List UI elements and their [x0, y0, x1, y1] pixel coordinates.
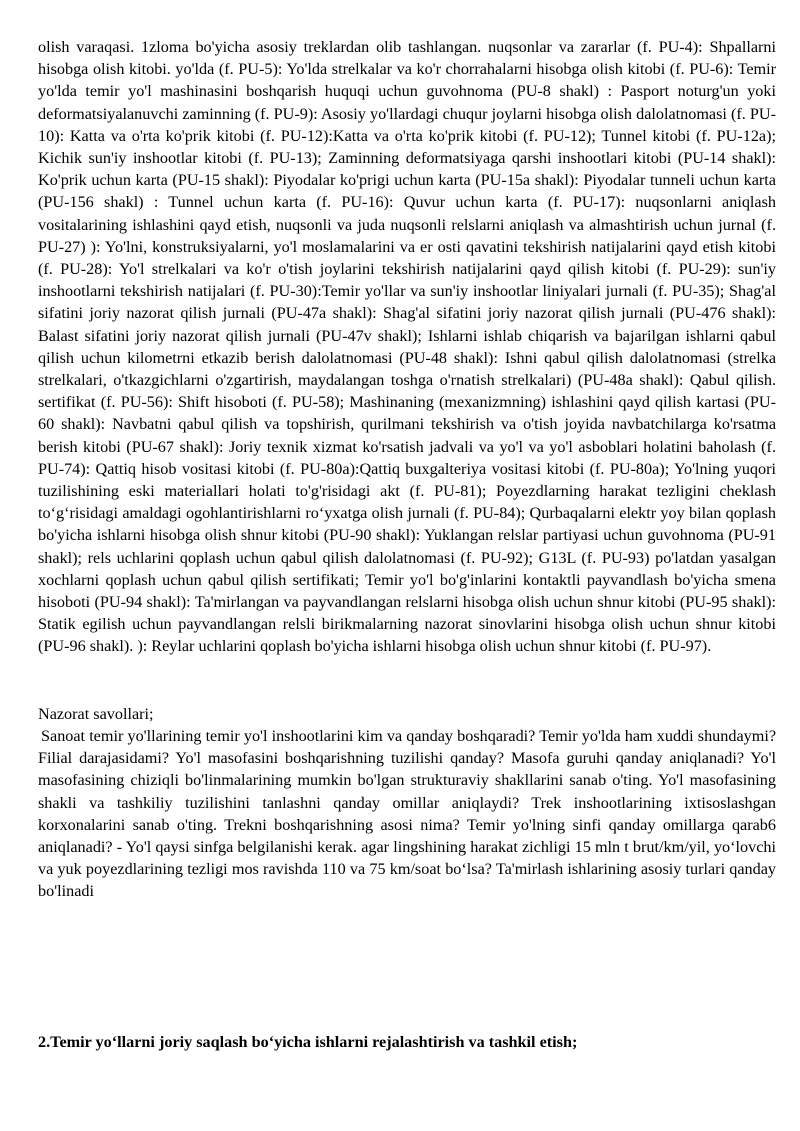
control-questions-heading: Nazorat savollari;: [38, 704, 154, 723]
paragraph-spacer: [38, 658, 776, 703]
control-questions-paragraph: Sanoat temir yo'llarining temir yo'l inshootlarini kim va qanday boshqaradi? Temir yo'lda ham xuddi shundaymi? Filial darajasidami? Yo'l masofasini boshqarishning tuzilishi qanday? Masofa guruhi qanday aniqlanadi? Yo'l masofasining chiziqli bo'linmalarining mumkin bo'lgan strukturaviy shakllarini sanab o'ting. Yo'l masofasining shakli va tashkiliy tuzilishini tanlashni qanday omillar aniqlaydi? Trek inshootlarining ixtisoslashgan korxonalarini sanab o'ting. Trekni boshqarishning asosi nima? Temir yo'lning sinfi qanday omillarga qarab6 aniqlanadi? - Yo'l qaysi sinfga belgilanishi kerak. agar lingshining harakat zichligi 15 mln t brut/km/yil, yo‘lovchi va yuk poyezdlarining tezligi mos ravishda 110 va 75 km/soat bo‘lsa? Ta'mirlash ishlarining asosiy turlari qanday bo'linadi: [38, 726, 776, 901]
forms-list-paragraph: olish varaqasi. 1zloma bo'yicha asosiy treklardan olib tashlangan. nuqsonlar va zararlar (f. PU-4): Shpallarni hisobga olish kitobi. yo'lda (f. PU-5): Yo'lda strelkalar va ko'r chorrahalarni hisobga olish kitobi (f. PU-6): Temir yo'lda temir yo'l mashinasini boshqarish huquqi uchun guvohnoma (PU-8 shakl) : Pasport noturg'un yoki deformatsiyalanuvchi zaminning (f. PU-9): Asosiy yo'llardagi chuqur joylarni hisobga olish dalolatnomasi (f. PU-10): Katta va o'rta ko'prik kitobi (f. PU-12):Katta va o'rta ko'prik kitobi (f. PU-12); Tunnel kitobi (f. PU-12a); Kichik sun'iy inshootlar kitobi (f. PU-13); Zaminning deformatsiyaga qarshi inshootlari kitobi (PU-14 shakl): Ko'prik uchun karta (PU-15 shakl): Piyodalar ko'prigi uchun karta (PU-15a shakl): Piyodalar tunneli uchun karta (PU-156 shakl) : Tunnel uchun karta (f. PU-16): Quvur uchun karta (f. PU-17): nuqsonlarni aniqlash vositalarining ishlashini qayd etish, nuqsonli va juda nuqsonli relslarni aniqlash va almashtirish uchun jurnal (f. PU-27) ): Yo'lni, konstruksiyalarni, yo'l moslamalarini va er osti qavatini tekshirish natijalarini qayd etish kitobi (f. PU-28): Yo'l strelkalari va ko'r o'tish joylarini tekshirish natijalarini qayd qilish kitobi (f. PU-29): sun'iy inshootlarni tekshirish natijalari (f. PU-30):Temir yo'llar va sun'iy inshootlar liniyalari jurnali (f. PU-35); Shag'al sifatini joriy nazorat qilish jurnali (PU-47a shakl): Shag'al sifatini joriy nazorat qilish jurnali (PU-476 shakl): Balast sifatini joriy nazorat qilish jurnali (PU-47v shakl); Ishlarni ishlab chiqarish va bajarilgan ishlarni qabul qilish uchun kilometrni etkazib berish dalolatnomasi (PU-48 shakl): Ishni qabul qilish dalolatnomasi (strelka strelkalari, o'tkazgichlarni o'zgartirish, maydalangan toshga o'rnatish strelkalari) (PU-48a shakl): Qabul qilish. sertifikat (f. PU-56): Shift hisoboti (f. PU-58); Mashinaning (mexanizmning) ishlashini qayd qilish kartasi (PU-60 shakl): Navbatni qabul qilish va topshirish, qurilmani tekshirish va o'tish joyida navbatchilarga ko'rsatma berish kitobi (PU-67 shakl): Joriy texnik xizmat ko'rsatish jadvali va yo'l va yo'l asboblari holatini baholash (f. PU-74): Qattiq hisob vositasi kitobi (f. PU-80a):Qattiq buxgalteriya vositasi kitobi (f. PU-80a); Yo'lning yuqori tuzilishining eski materiallari holati to'g'risidagi akt (f. PU-81); Poyezdlarning harakat tezligini cheklash to‘g‘risidagi amaldagi ogohlantirishlarni ro‘yxatga olish jurnali (f. PU-84); Qurbaqalarni elektr yoy bilan qoplash bo'yicha ishlarni hisobga olish shnur kitobi (PU-90 shakl): Yuklangan relslar partiyasi uchun guvohnoma (PU-91 shakl); rels uchlarini qoplash uchun qabul qilish dalolatnomasi (f. PU-92); G13L (f. PU-93) po'latdan yasalgan xochlarni qoplash uchun qabul qilish sertifikati; Temir yo'l bo'g'inlarini kontaktli payvandlash bo'yicha smena hisoboti (PU-94 shakl): Ta'mirlangan va payvandlangan relslarni hisobga olish uchun shnur kitobi (PU-95 shakl): Statik egilish uchun payvandlangan relsli birikmalarning nazorat sinovlarini hisobga olish uchun shnur kitobi (PU-96 shakl). ): Reylar uchlarini qoplash bo'yicha ishlarni hisobga olish uchun shnur kitobi (f. PU-97).: [38, 38, 776, 656]
section-title: 2.Temir yo‘llarni joriy saqlash bo‘yicha ishlarni rejalashtirish va tashkil etish;: [38, 1033, 578, 1051]
document-page: [38, 36, 776, 903]
